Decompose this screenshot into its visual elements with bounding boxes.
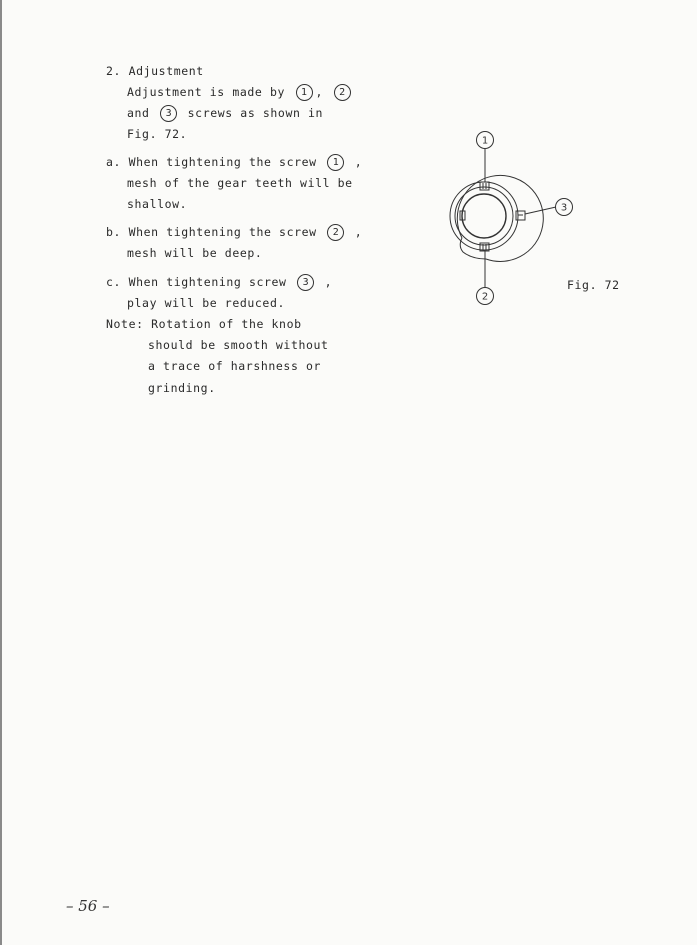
intro-text: Adjustment is made by bbox=[127, 85, 285, 99]
item-b-line-2: mesh will be deep. bbox=[127, 246, 263, 260]
item-a-line-2: mesh of the gear teeth will be bbox=[127, 176, 353, 190]
screw-marker-1: 1 bbox=[296, 84, 313, 101]
knob-bore bbox=[462, 194, 506, 238]
figure-caption: Fig. 72 bbox=[567, 278, 620, 292]
leader-3 bbox=[525, 207, 556, 214]
screw-marker-3: 3 bbox=[297, 274, 314, 291]
screw-marker-3: 3 bbox=[160, 105, 177, 122]
intro-line-2 bbox=[127, 105, 323, 122]
separator: , bbox=[354, 155, 363, 169]
screw-marker-2: 2 bbox=[327, 224, 344, 241]
page-edge bbox=[0, 0, 2, 945]
outer-rim bbox=[457, 175, 543, 261]
screw-marker-2: 2 bbox=[334, 84, 351, 101]
bearing-ring bbox=[455, 187, 513, 245]
intro-text: and bbox=[127, 106, 150, 120]
item-c-line-2: play will be reduced. bbox=[127, 296, 285, 310]
figure-label-2: 2 bbox=[481, 291, 489, 303]
page-number: – 56 – bbox=[66, 897, 110, 915]
note-line-4: grinding. bbox=[148, 381, 216, 395]
screw-1-shape bbox=[480, 182, 489, 190]
separator: , bbox=[354, 225, 363, 239]
item-c-text: c. When tightening screw bbox=[106, 275, 287, 289]
item-a-line-3: shallow. bbox=[127, 197, 188, 211]
item-a-line-1 bbox=[106, 154, 362, 171]
knob-gear-diagram bbox=[436, 128, 586, 310]
intro-line-3: Fig. 72. bbox=[127, 127, 188, 141]
separator: , bbox=[324, 275, 333, 289]
item-a-text: a. When tightening the screw bbox=[106, 155, 317, 169]
item-b-text: b. When tightening the screw bbox=[106, 225, 317, 239]
section-heading: 2. Adjustment bbox=[106, 64, 204, 78]
note-line-3: a trace of harshness or bbox=[148, 359, 322, 373]
note-line-2: should be smooth without bbox=[148, 338, 329, 352]
intro-line-1 bbox=[127, 84, 354, 101]
figure-label-3: 3 bbox=[560, 202, 568, 214]
figure-label-1: 1 bbox=[481, 135, 489, 147]
item-c-line-1 bbox=[106, 274, 332, 291]
screw-marker-1: 1 bbox=[327, 154, 344, 171]
intro-text: screws as shown in bbox=[187, 106, 324, 120]
item-b-line-1 bbox=[106, 224, 362, 241]
separator: , bbox=[315, 85, 324, 99]
note-line-1: Note: Rotation of the knob bbox=[106, 317, 302, 331]
